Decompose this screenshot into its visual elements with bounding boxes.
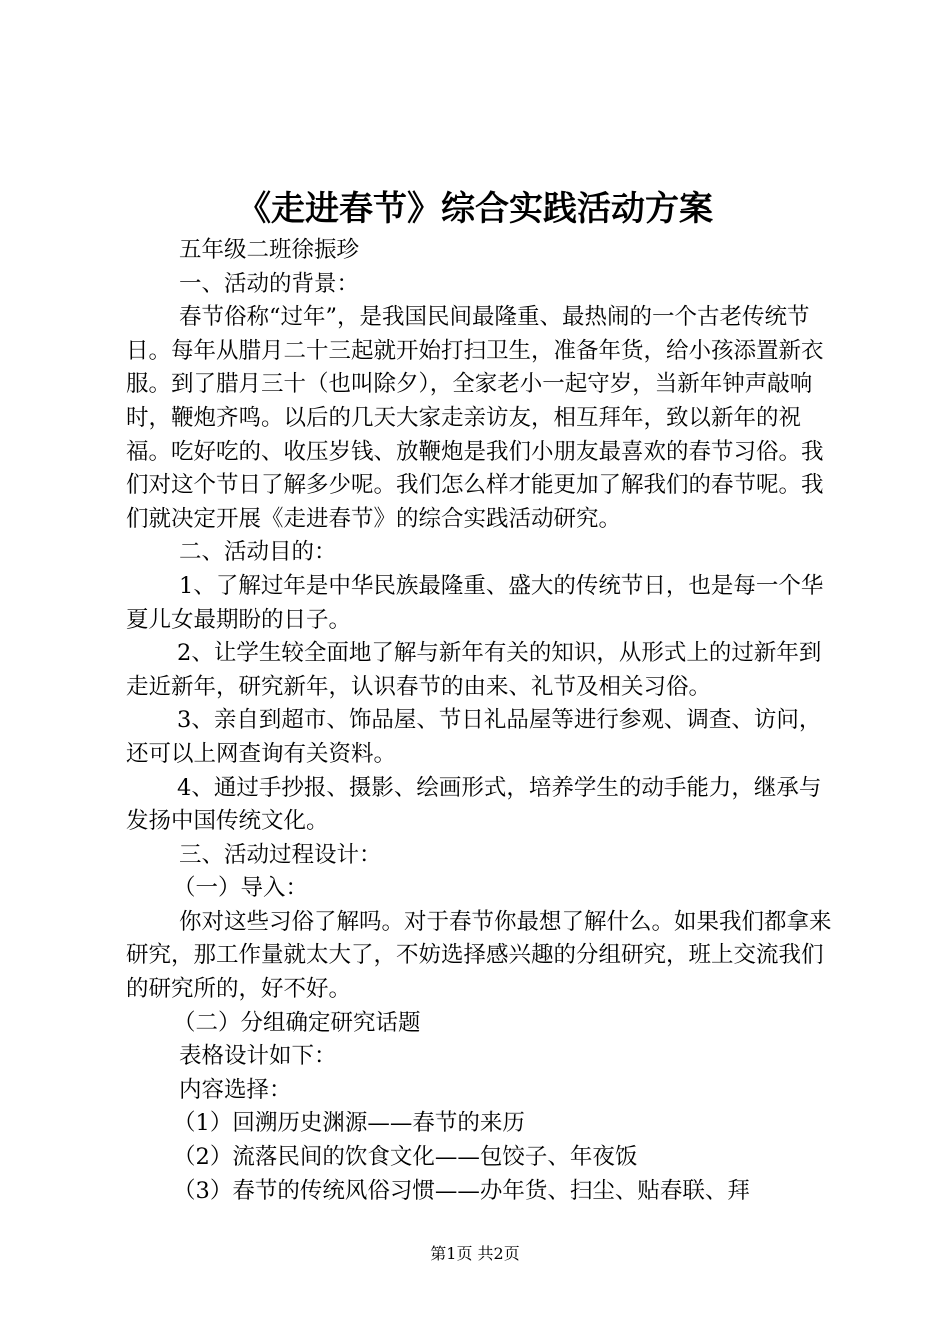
subsection-intro: （一）导入： [173,875,309,902]
intro-paragraph: 你对这些习俗了解吗。对于春节你最想了解什么。如果我们都拿来研究，那工作量就太大了，不妨选择感兴趣的分组研究，班上交流我们的研究所的，好不好。 [126,908,832,1003]
page-number-footer: 第1页 共2页 [430,1244,520,1263]
section-heading-goals: 二、活动目的： [179,539,337,566]
section-heading-background: 一、活动的背景： [179,270,360,297]
document-title: 《走进春节》综合实践活动方案 [237,189,713,229]
choice-item-3: （3）春节的传统风俗习惯——办年货、扫尘、贴春联、拜 [173,1177,750,1204]
table-design-line: 表格设计如下： [179,1043,337,1070]
choice-item-1: （1）回溯历史渊源——春节的来历 [173,1110,525,1137]
goal-item-3: 3、亲自到超市、饰品屋、节日礼品屋等进行参观、调查、访问，还可以上网查询有关资料。 [126,707,822,767]
document-body [126,234,838,1208]
section-heading-process: 三、活动过程设计： [179,841,382,868]
choice-item-2: （2）流落民间的饮食文化——包饺子、年夜饭 [173,1144,638,1171]
goal-item-4: 4、通过手抄报、摄影、绘画形式，培养学生的动手能力，继承与发扬中国传统文化。 [126,774,822,835]
author-line: 五年级二班徐振珍 [179,237,360,263]
goal-item-2: 2、让学生较全面地了解与新年有关的知识，从形式上的过新年到走近新年，研究新年，认识春节的由来、礼节及相关习俗。 [126,640,822,700]
subsection-grouping: （二）分组确定研究话题 [173,1009,421,1036]
goal-item-1: 1、了解过年是中华民族最隆重、盛大的传统节日，也是每一个华夏儿女最期盼的日子。 [126,572,824,633]
background-paragraph: 春节俗称“过年”，是我国民间最隆重、最热闹的一个古老传统节日。每年从腊月二十三起就开始打扫卫生，准备年货，给小孩添置新衣服。到了腊月三十（也叫除夕），全家老小一起守岁，当新年钟声敲响时，鞭炮齐鸣。以后的几天大家走亲访友，相互拜年，致以新年的祝福。吃好吃的、收压岁钱、放鞭炮是我们小朋友最喜欢的春节习俗。我们对这个节日了解多少呢。我们怎么样才能更加了解我们的春节呢。我们就决定开展《走进春节》的综合实践活动研究。 [126,304,824,532]
content-choice-line: 内容选择： [179,1076,292,1103]
